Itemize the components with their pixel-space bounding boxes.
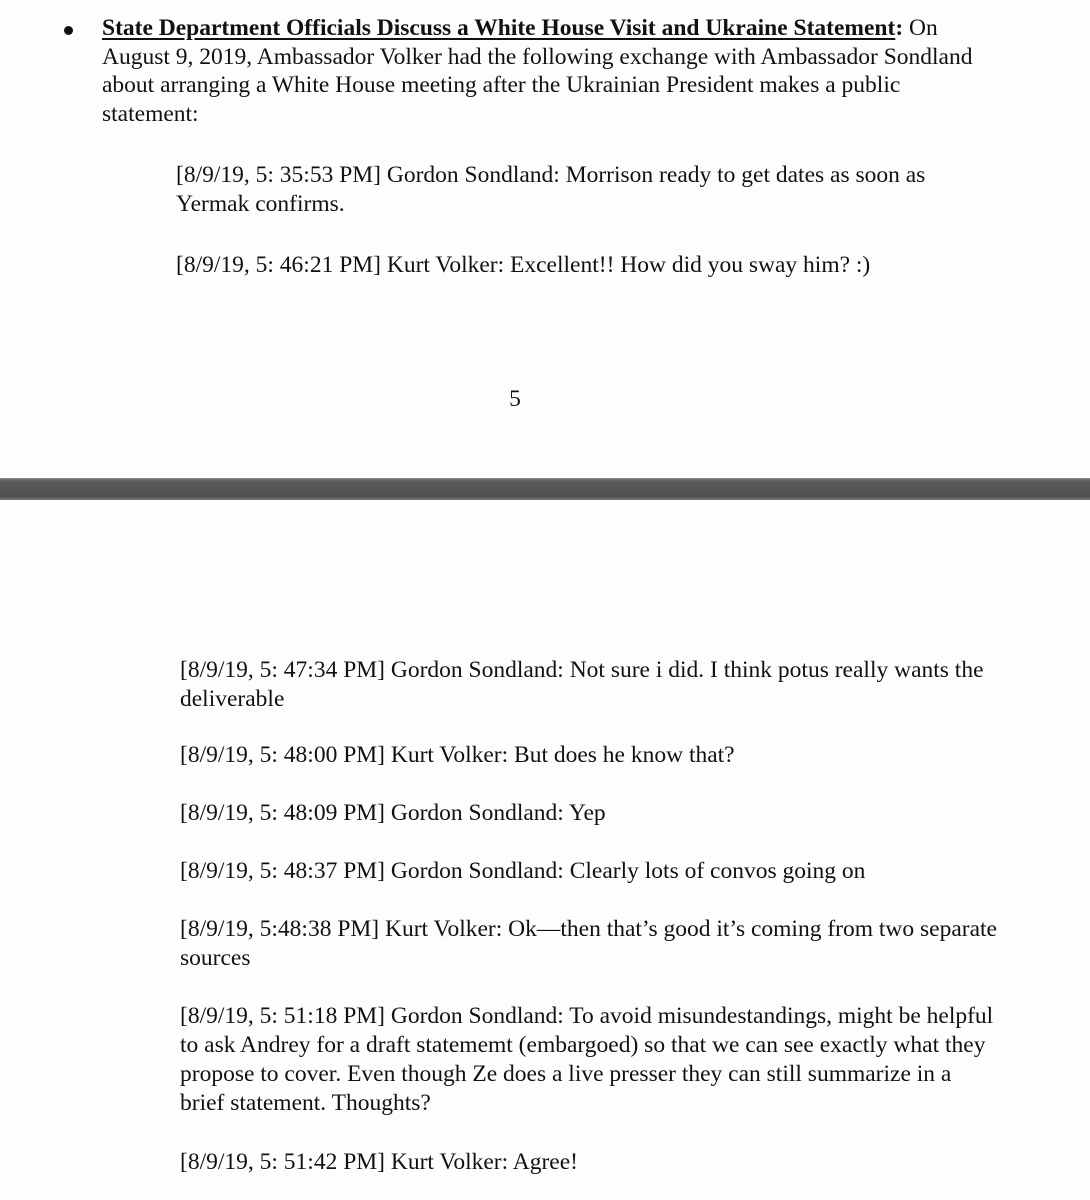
chat-message: [8/9/19, 5: 51:42 PM] Kurt Volker: Agree! bbox=[180, 1149, 578, 1175]
chat-message: [8/9/19, 5: 48:37 PM] Gordon Sondland: Clearly lots of convos going on bbox=[180, 858, 866, 884]
chat-message: [8/9/19, 5: 46:21 PM] Kurt Volker: Excellent!! How did you sway him? :) bbox=[176, 252, 871, 278]
intro-paragraph bbox=[102, 14, 1002, 129]
page-break-divider bbox=[0, 478, 1090, 500]
chat-message: [8/9/19, 5: 51:18 PM] Gordon Sondland: To avoid misundestandings, might be helpful to ask Andrey for a draft statememt (embargoed) so that we can see exactly what they propose to cover. Even though Ze does a live presser they can still summarize in a brief statement. Thoughts? bbox=[180, 1003, 994, 1116]
chat-message: [8/9/19, 5: 35:53 PM] Gordon Sondland: Morrison ready to get dates as soon as Yermak confirms. bbox=[176, 162, 926, 217]
chat-message: [8/9/19, 5: 48:09 PM] Gordon Sondland: Yep bbox=[180, 800, 606, 826]
page-number: 5 bbox=[509, 386, 521, 412]
chat-message: [8/9/19, 5: 47:34 PM] Gordon Sondland: Not sure i did. I think potus really wants the deliverable bbox=[180, 657, 984, 712]
section-heading: State Department Officials Discuss a White House Visit and Ukraine Statement bbox=[102, 15, 896, 41]
document-page-bottom bbox=[0, 500, 1090, 1200]
chat-message: [8/9/19, 5: 48:00 PM] Kurt Volker: But does he know that? bbox=[180, 742, 735, 768]
bullet-point-icon bbox=[64, 26, 73, 35]
document-page-top bbox=[0, 0, 1090, 478]
intro-body-text: On August 9, 2019, Ambassador Volker had the following exchange with Ambassador Sondland about arranging a White House meeting after the Ukrainian President makes a public statement: bbox=[102, 15, 973, 128]
section-heading-colon: : bbox=[895, 15, 904, 41]
chat-message: [8/9/19, 5:48:38 PM] Kurt Volker: Ok—then that’s good it’s coming from two separate sources bbox=[180, 916, 997, 971]
